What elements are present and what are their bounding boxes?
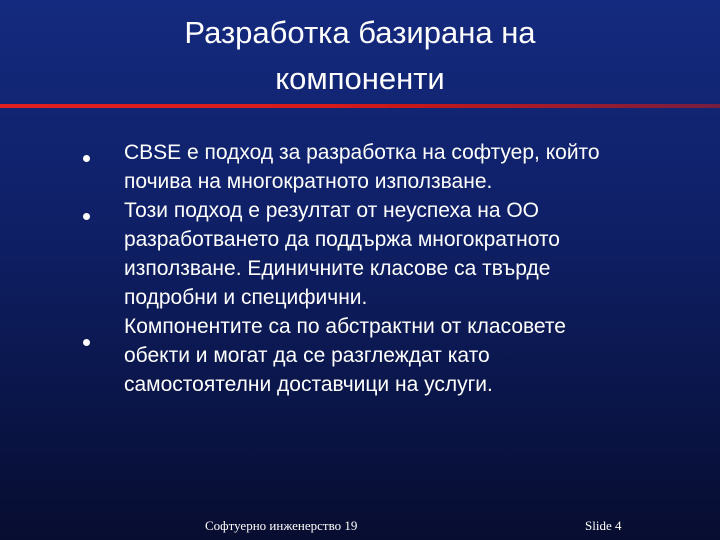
bullet-2-line-3: използване. Единичните класове са твърде (124, 257, 551, 280)
bullet-text-2 (124, 196, 684, 312)
bullet-2-line-1: Този подход е резултат от неуспеха на ОО (124, 199, 540, 222)
bullet-2-line-2: разработването да поддържа многократното (124, 228, 560, 251)
footer-course-title: Софтуерно инженерство 19 (205, 518, 358, 533)
bullet-2-line-4: подробни и специфични. (124, 286, 368, 309)
bullet-3-line-2: обекти и могат да се разглеждат като (124, 344, 490, 367)
footer-slide-number: Slide 4 (585, 518, 622, 533)
slide-title-line-2: компоненти (275, 61, 445, 96)
bullet-text-1 (124, 138, 684, 196)
title-underline-rule (0, 104, 720, 108)
bullet-dot-icon (83, 155, 90, 162)
slide-title (60, 10, 660, 102)
bullet-dot-icon (83, 339, 90, 346)
slide-title-line-1: Разработка базирана на (184, 15, 536, 50)
bullet-3-line-3: самостоятелни доставчици на услуги. (124, 373, 493, 396)
bullet-text-3 (124, 312, 684, 399)
bullet-1-line-2: почива на многократното използване. (124, 170, 493, 193)
bullet-3-line-1: Компонентите са по абстрактни от класовете (124, 315, 566, 338)
bullet-dot-icon (83, 213, 90, 220)
bullet-1-line-1: CBSE е подход за разработка на софтуер, който (124, 141, 600, 164)
